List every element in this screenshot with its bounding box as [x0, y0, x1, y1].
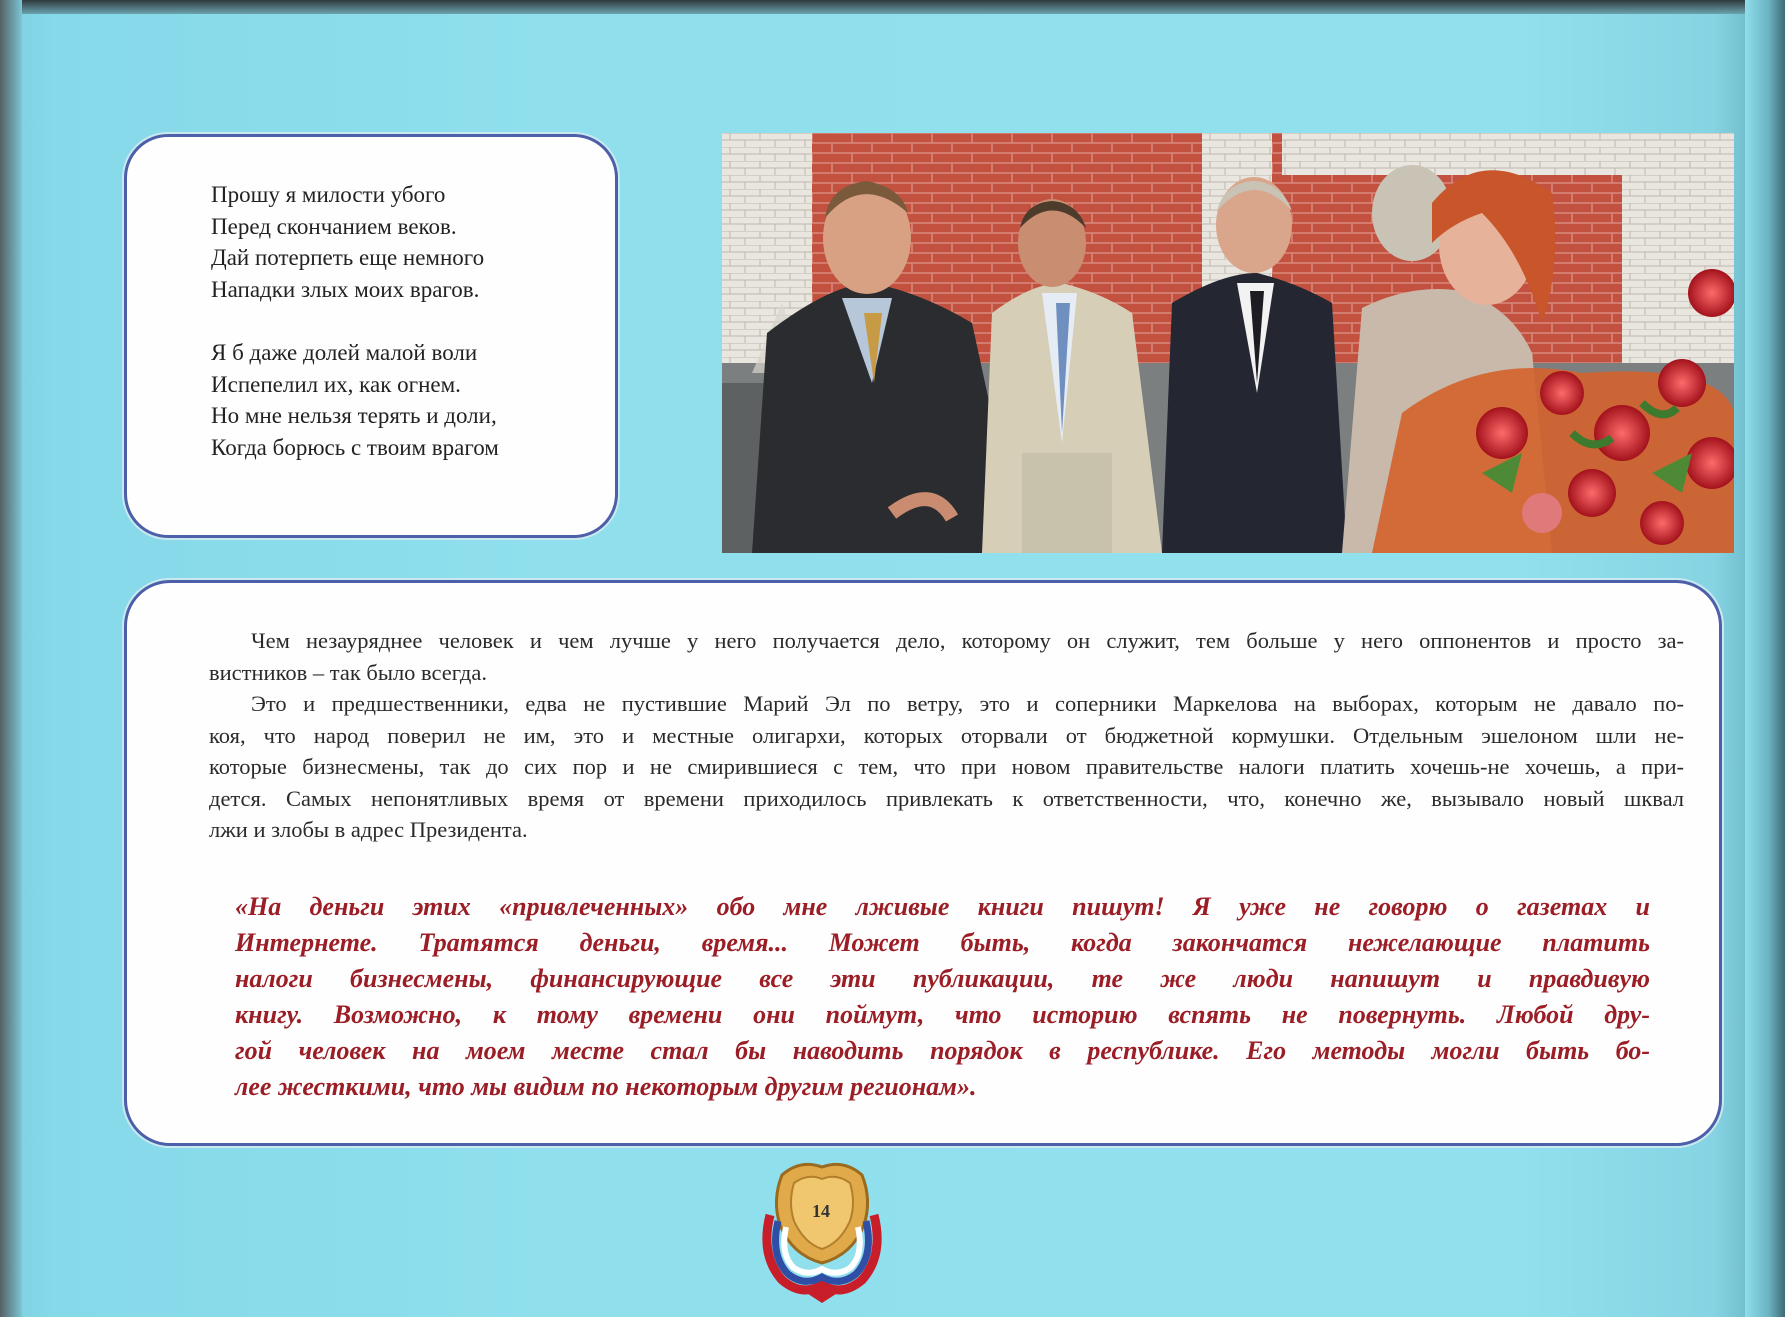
- page-number: 14: [812, 1201, 830, 1221]
- body-paragraph-1: [209, 625, 1684, 688]
- poem-line: Прошу я милости убого: [211, 182, 446, 207]
- quote-block: [235, 889, 1650, 1105]
- poem-line: Но мне нельзя терять и доли,: [211, 403, 497, 429]
- poem-line: Перед скончанием веков.: [211, 213, 457, 239]
- coat-of-arms-emblem: [752, 1155, 892, 1305]
- page-left-edge: [0, 0, 22, 1317]
- poem-line: Испепелил их, как огнем.: [211, 371, 461, 397]
- page-top-edge: [0, 0, 1785, 14]
- body-line: лжи и злобы в адрес Президента.: [209, 817, 528, 842]
- quote-line: лее жесткими, что мы видим по некоторым другим регионам».: [235, 1072, 977, 1101]
- poem-box: [124, 134, 618, 538]
- body-line: Это и предшественники, едва не пустившие Марий Эл по ветру, это и соперники Маркелова на выборах, которым не давало по-: [251, 691, 1684, 716]
- photo-image: [722, 133, 1734, 553]
- body-line: коя, что народ поверил не им, это и местные олигархи, которых оторвали от бюджетной кормушки. Отдельным эшелоном шли не-: [209, 722, 1684, 748]
- poem-line: Я б даже долей малой воли: [211, 340, 478, 365]
- quote-line: Интернете. Тратятся деньги, время... Может быть, когда закончатся нежелающие платить: [235, 928, 1650, 957]
- poem-stanza-1: [211, 179, 484, 306]
- quote-line: гой человек на моем месте стал бы наводить порядок в республике. Его методы могли быть бо-: [235, 1036, 1650, 1065]
- poem-line: Дай потерпеть еще немного: [211, 245, 485, 271]
- poem-line: Нападки злых моих врагов.: [211, 277, 480, 303]
- main-text-box: [124, 580, 1722, 1146]
- body-line: вистников – так было всегда.: [209, 659, 487, 685]
- quote-line: налоги бизнесмены, финансирующие все эти публикации, те же люди напишут и правдивую: [235, 964, 1650, 993]
- quote-line: «На деньги этих «привлеченных» обо мне лживые книги пишут! Я уже не говорю о газетах и: [235, 892, 1650, 921]
- body-line: дется. Самых непонятливых время от времени приходилось привлекать к ответственности, что, конечно же, вызывало новый шквал: [209, 785, 1684, 811]
- photo-illustration: [722, 133, 1734, 553]
- body-paragraph-2: [209, 688, 1684, 846]
- quote-line: книгу. Возможно, к тому времени они поймут, что историю вспять не повернуть. Любой дру-: [235, 1000, 1650, 1029]
- body-line: которые бизнесмены, так до сих пор и не смирившиеся с тем, что при новом правительстве налоги платить хочешь-не хочешь, а при-: [209, 754, 1684, 779]
- body-line: Чем незауряднее человек и чем лучше у него получается дело, которому он служит, тем больше у него оппонентов и просто за-: [251, 628, 1684, 653]
- page-right-edge: [1745, 0, 1785, 1317]
- poem-line: Когда борюсь с твоим врагом: [211, 435, 499, 461]
- poem-stanza-2: [211, 337, 499, 464]
